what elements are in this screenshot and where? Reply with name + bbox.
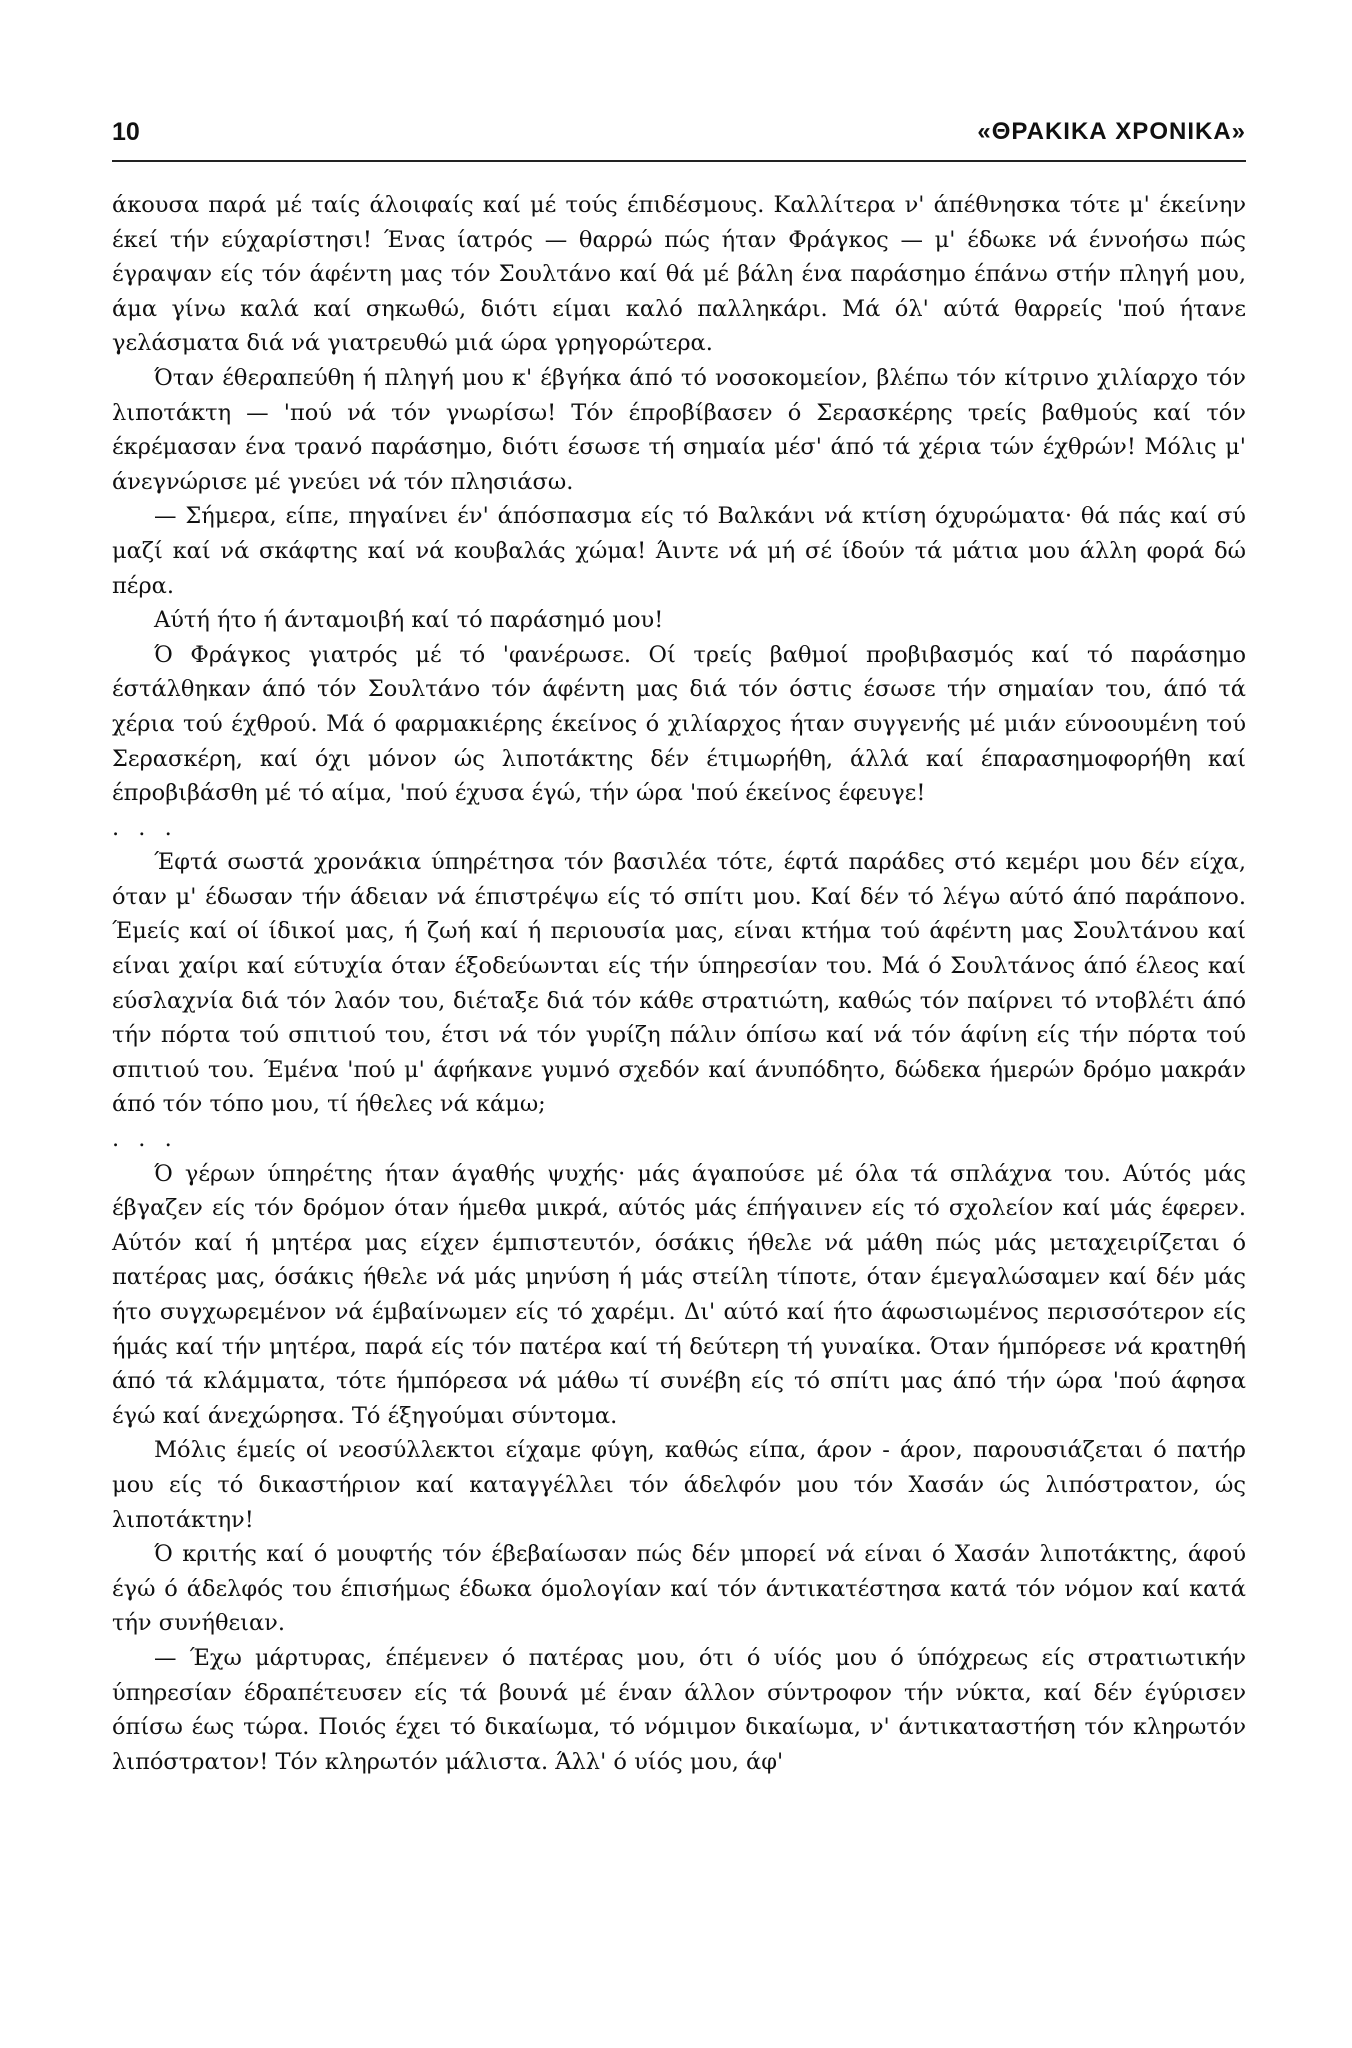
section-break: . . .	[112, 814, 178, 841]
paragraph: Όταν έθεραπεύθη ή πληγή μου κ' έβγήκα άπό τό νοσοκομείον, βλέπω τόν κίτρινο χιλίαρχο τόν λιποτάκτη — 'πού νά τόν γνωρίσω! Τόν έπροβίβασεν ό Σερασκέρης τρείς βαθμούς καί τόν έκρέμασαν ένα τρανό παράσημο, διότι έσωσε τή σημαία μέσ' άπό τά χέρια τών έχθρών! Μόλις μ' άνεγνώρισε μέ γνεύει νά τόν πλησιάσω.	[112, 364, 1246, 495]
paragraph: άκουσα παρά μέ ταίς άλοιφαίς καί μέ τούς έπιδέσμους. Καλλίτερα ν' άπέθνησκα τότε μ' έκείνην έκεί τήν εύχαρίστησι! Ένας ίατρός — θαρρώ πώς ήταν Φράγκος — μ' έδωκε νά έννοήσω πώς έγραψαν είς τόν άφέντη μας τόν Σουλτάνο καί θά μέ βάλη ένα παράσημο έπάνω στήν πληγή μου, άμα γίνω καλά καί σηκωθώ, διότι είμαι καλό παλληκάρι. Μά όλ' αύτά θαρρείς 'πού ήτανε γελάσματα διά νά γιατρευθώ μιά ώρα γρηγορώτερα.	[112, 192, 1246, 357]
paragraph: — Έχω μάρτυρας, έπέμενεν ό πατέρας μου, ότι ό υίός μου ό ύπόχρεως είς στρατιωτικήν ύπηρεσίαν έδραπέτευσεν είς τά βουνά μέ έναν άλλον σύντροφον τήν νύκτα, καί δέν έγύρισεν όπίσω έως τώρα. Ποιός έχει τό δικαίωμα, τό νόμιμον δικαίωμα, ν' άντικαταστήση τόν κληρωτόν λιπόστρατον! Τόν κληρωτόν μάλιστα. Άλλ' ό υίός μου, άφ'	[112, 1644, 1246, 1775]
paragraph: Ό γέρων ύπηρέτης ήταν άγαθής ψυχής· μάς άγαπούσε μέ όλα τά σπλάχνα του. Αύτός μάς έβγαζεν είς τόν δρόμον όταν ήμεθα μικρά, αύτός μάς έπήγαινεν είς τό σχολείον καί μάς έφερεν. Αύτόν καί ή μητέρα μας είχεν έμπιστευτόν, όσάκις ήθελε νά μάθη πώς μάς μεταχειρίζεται ό πατέρας μας, όσάκις ήθελε νά μάς μηνύση ή μάς στείλη τίποτε, όταν έμεγαλώσαμεν καί δέν μάς ήτο συγχωρεμένον νά έμβαίνωμεν είς τό χαρέμι. Δι' αύτό καί ήτο άφωσιωμένος περισσότερον είς ήμάς καί τήν μητέρα, παρά είς τόν πατέρα καί τή δεύτερη τή γυναίκα. Όταν ήμπόρεσε νά κρατηθή άπό τά κλάμματα, τότε ήμπόρεσα νά μάθω τί συνέβη είς τό σπίτι μας άπό τήν ώρα 'πού άφησα έγώ καί άνεχώρησα. Τό έξηγούμαι σύντομα.	[112, 1160, 1246, 1429]
paragraph: — Σήμερα, είπε, πηγαίνει έν' άπόσπασμα είς τό Βαλκάνι νά κτίση όχυρώματα· θά πάς καί σύ μαζί καί νά σκάφτης καί νά κουβαλάς χώμα! Άιντε νά μή σέ ίδούν τά μάτια μου άλλη φορά δώ πέρα.	[112, 503, 1246, 599]
paragraph: Ό κριτής καί ό μουφτής τόν έβεβαίωσαν πώς δέν μπορεί νά είναι ό Χασάν λιποτάκτης, άφού έγώ ό άδελφός του έπισήμως έδωκα όμολογίαν καί τόν άντικατέστησα κατά τόν νόμον καί κατά τήν συνήθειαν.	[112, 1541, 1246, 1637]
page-header	[112, 118, 1246, 160]
paragraph: Έφτά σωστά χρονάκια ύπηρέτησα τόν βασιλέα τότε, έφτά παράδες στό κεμέρι μου δέν είχα, όταν μ' έδωσαν τήν άδειαν νά έπιστρέψω είς τό σπίτι μου. Καί δέν τό λέγω αύτό άπό παράπονο. Έμείς καί οί ίδικοί μας, ή ζωή καί ή περιουσία μας, είναι κτήμα τού άφέντη μας Σουλτάνου καί είναι χαίρι καί εύτυχία όταν έξοδεύωνται είς τήν ύπηρεσίαν του. Μά ό Σουλτάνος άπό έλεος καί εύσλαχνία διά τόν λαόν του, διέταξε διά τόν κάθε στρατιώτη, καθώς τόν παίρνει τό ντοβλέτι άπό τήν πόρτα τού σπιτιού του, έτσι νά τόν γυρίζη πάλιν όπίσω καί νά τόν άφίνη είς τήν πόρτα τού σπιτιού του. Έμένα 'πού μ' άφήκανε γυμνό σχεδόν καί άνυπόδητο, δώδεκα ήμερών δρόμο μακράν άπό τόν τόπο μου, τί ήθελες νά κάμω;	[112, 849, 1246, 1118]
paragraph: Μόλις έμείς οί νεοσύλλεκτοι είχαμε φύγη, καθώς είπα, άρον - άρον, παρουσιάζεται ό πατήρ μου είς τό δικαστήριον καί καταγγέλλει τόν άδελφόν μου τόν Χασάν ώς λιπόστρατον, ώς λιποτάκτην!	[112, 1437, 1246, 1533]
section-break: . . .	[112, 1126, 178, 1153]
paragraph: Ό Φράγκος γιατρός μέ τό 'φανέρωσε. Οί τρείς βαθμοί προβιβασμός καί τό παράσημο έστάλθηκαν άπό τόν Σουλτάνο τόν άφέντη μας διά τόν όστις έσωσε τήν σημαίαν του, άπό τά χέρια τού έχθρού. Μά ό φαρμακιέρης έκείνος ό χιλίαρχος ήταν συγγενής μέ μιάν εύνοουμένη τού Σερασκέρη, καί όχι μόνον ώς λιποτάκτης δέν έτιμωρήθη, άλλά καί έπαρασημοφορήθη καί έπροβιβάσθη μέ τό αίμα, 'πού έχυσα έγώ, τήν ώρα 'πού έκείνος έφευγε!	[112, 641, 1246, 807]
body-text	[112, 188, 1246, 1779]
header-rule	[112, 160, 1246, 162]
running-title: «ΘΡΑΚΙΚΑ ΧΡΟΝΙΚΑ»	[977, 118, 1246, 145]
paragraph: Αύτή ήτο ή άνταμοιβή καί τό παράσημό μου!	[154, 607, 664, 634]
page-number: 10	[112, 118, 140, 146]
